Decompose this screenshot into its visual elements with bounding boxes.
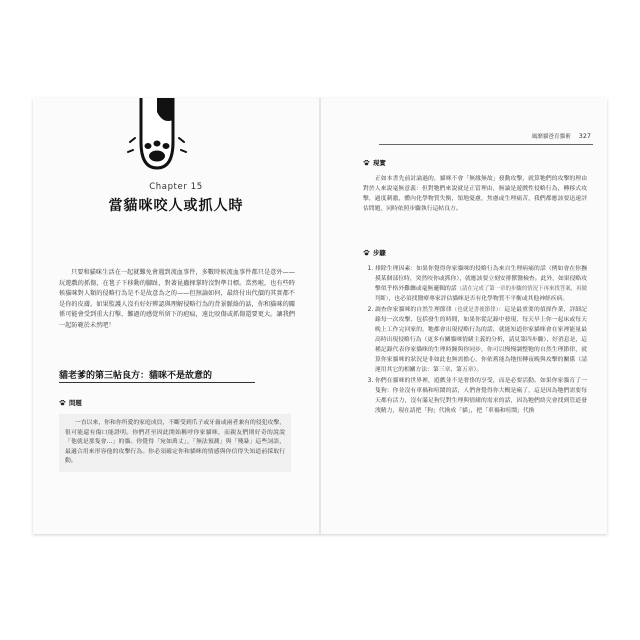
step-text: 排除生理因素：如果你覺得你家貓咪的侵略行為來自生理病痛的話（例如會在你撫摸某個部位時，突然咬你或抓你），就應該要立刻安排獸醫檢查。此外，如果侵略攻擊似乎格外難纏或毫無邏輯的話 [375, 266, 587, 292]
step-text: 你們在貓咪的世界裡，遊戲並不是奢侈的享受，而是必要活動。如果你家貓育了一隻狗：你並沒有車禍和喧鬧的話，人們會覺得你大概是瘋了，這是因為牠們需要每天都有活力，沒有滿足狗兒對生理與情緒的需求的話，因為牠們終究會找到管道發洩精力，現在請把「狗」代換成「貓」，把「車禍和喧鬧」代換 [375, 378, 587, 414]
chapter-title: 當貓咪咬人或抓人時 [108, 198, 244, 214]
running-header [532, 132, 591, 140]
reality-heading [363, 158, 386, 167]
paw-icon [59, 399, 66, 406]
step-item [375, 305, 587, 375]
steps-label: 步驟 [373, 249, 386, 257]
paw-icon [363, 159, 370, 166]
question-label: 問題 [69, 399, 82, 407]
step-item [375, 264, 587, 304]
intro-paragraph: 只要和貓咪生活在一起就難免會遇到流血事件，多數時候流血事件都只是意外——玩遊戲的抓傷，在毯子下移動的腳趾，對著昆蟲揮掌時沒對準目標。當然啦，也有些時候貓咪對人類的侵略行為是不是故意為之的——但無論如何，最終付出代價的其實都不是你的皮膚。如果監護人沒有好好辨認與理解侵略行為的背景脈絡的話，你和貓咪的關係可能會受到重大打擊，難過的感覺所留下的疤痕，遠比咬傷或抓傷還要更大。讓我們一起防範於未然吧！ [59, 269, 295, 329]
step-item [375, 376, 587, 416]
step-tail: ：這是最重要的偵探作業，詳細記錄每一次攻擊，包括發生的時間，如果你從記錄中發現，每天早上你一起床或每天晚上工作完回家的，牠都會出現侵略行為的話，就能知道你家貓咪會在家裡能量最高時出現侵略行為（更多有關貓咪情緒主義的分析，請見第四步驟），好消息是，這種記錄代表你家貓咪的生理時鐘與你同步，你可以慢慢調整牠的自然生理節律，就算你家貓咪的狀況是非如此也無需擔心，你依舊能為牠扭轉夜晚與攻擊的關係（請運用其它的相關方法：第三章、第五章）。 [375, 307, 587, 373]
chapter-number: Chapter 15 [149, 182, 203, 192]
step-text: 調查你家貓咪的自然生理節律 [375, 307, 452, 313]
step-note: （也就是書後節律） [451, 307, 499, 313]
page-number: 327 [578, 132, 591, 140]
header-rule [379, 144, 593, 145]
right-page [321, 98, 607, 534]
paw-icon [363, 249, 370, 256]
reality-label: 現實 [373, 159, 386, 167]
reality-text: 正如本書先前討論過的，貓咪不會「無緣無故」發動攻擊，就算牠們的攻擊的理由對於人來說毫無意義：但對牠們來說就是正當理由，無論是遊戲性侵略行為，轉移式攻擊，過度刺激，體內化學物質失衡，領地憂慮，焦慮或生理痛苦，我們都應該要迅速評估問題，同時依照步驟執行這帖良方。 [363, 176, 587, 212]
cat-paw-icon [127, 98, 187, 172]
running-title: 風靡貓爸育貓術 [531, 134, 571, 140]
step-tail: ，也必須找醫療專家評估貓咪是否有化學物質不平衡或其他神經疾病。 [388, 296, 569, 302]
left-page [33, 98, 319, 534]
step-note: （請在完成了第一章的步驟的情況下再來找答案，再做判斷） [375, 286, 587, 302]
section-heading: 貓老爹的第三帖良方：貓咪不是故意的 [59, 371, 213, 381]
section-rule [59, 382, 255, 383]
question-heading [59, 398, 82, 407]
book-spread [33, 98, 607, 534]
steps-heading [363, 248, 386, 257]
steps-list [363, 264, 587, 417]
question-text: 一直以來，你和你所愛的家庭成員，不斷受到爪子或牙齒或兩者兼有的侵犯攻擊，很可能還有傷口能證明。你們甚至因此開始稱呼你家貓咪，而親友們則好奇的說說「他就是那隻會…」的貓。你覺得「宛如萬丈」，「無法預測」與「殘暴」這些詞語，最適合用來形容他的攻擊行為。你必須確定你和貓咪的情感與你信得失知道前採取行動。 [59, 414, 291, 472]
